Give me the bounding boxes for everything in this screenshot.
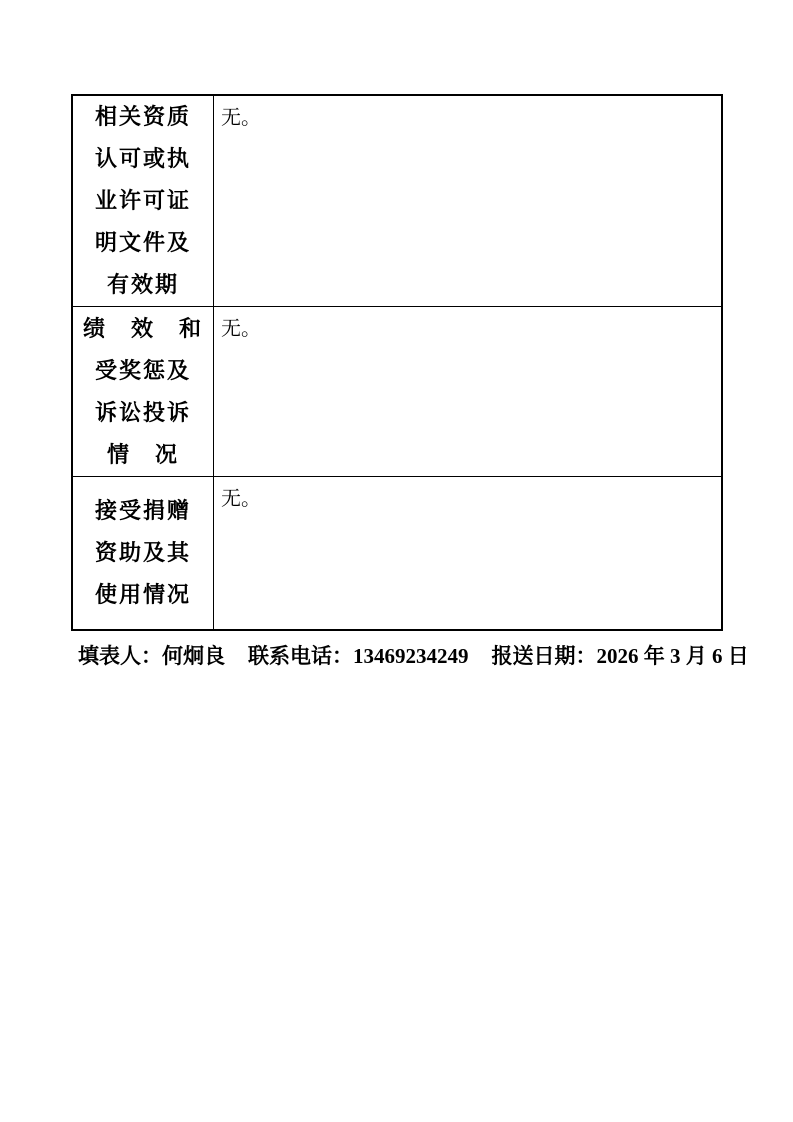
report-table — [71, 94, 723, 631]
label-line: 有效期 — [106, 272, 179, 297]
label-line: 绩 效 和 — [82, 315, 203, 341]
label-line: 接受捐赠 — [94, 498, 191, 523]
label-line: 使用情况 — [94, 582, 191, 607]
value-text: 无。 — [221, 318, 261, 340]
label-line: 业许可证 — [94, 188, 191, 213]
value-text: 无。 — [221, 107, 261, 129]
row-value-donations — [214, 477, 721, 629]
label-line: 认可或执 — [94, 146, 191, 171]
row-label-donations — [73, 477, 214, 629]
label-line: 资助及其 — [94, 540, 191, 565]
row-value-performance — [214, 307, 721, 477]
label-line: 明文件及 — [94, 230, 191, 255]
footer-line — [78, 643, 749, 669]
report-date-text: 报送日期：2026 年 3 月 6 日 — [491, 644, 749, 668]
label-line: 受奖惩及 — [94, 357, 191, 383]
phone-text: 联系电话：13469234249 — [248, 644, 469, 668]
row-label-qualifications — [73, 96, 214, 307]
label-line: 情 况 — [106, 441, 179, 467]
row-value-qualifications — [214, 96, 721, 307]
row-label-performance — [73, 307, 214, 477]
label-line: 诉讼投诉 — [94, 399, 191, 425]
preparer-text: 填表人：何炯良 — [78, 644, 225, 668]
value-text: 无。 — [221, 488, 261, 510]
label-line: 相关资质 — [94, 104, 191, 129]
